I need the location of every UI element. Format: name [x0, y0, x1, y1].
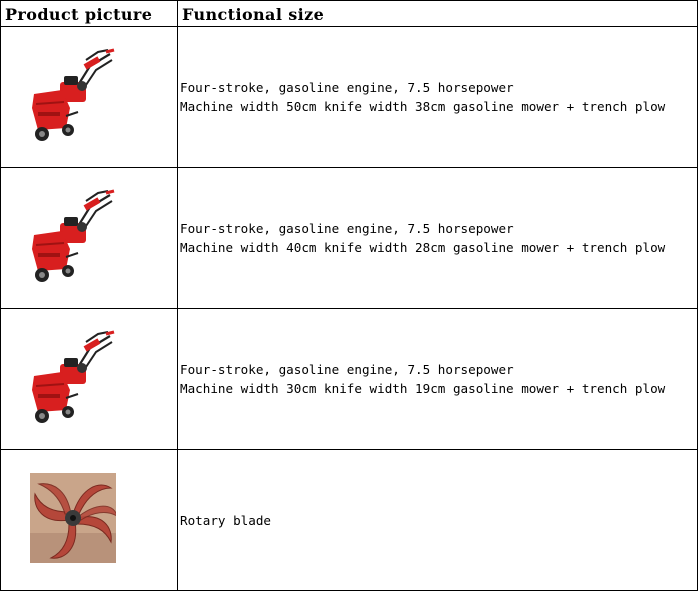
functional-size-cell — [178, 309, 698, 450]
product-picture-cell — [1, 309, 178, 450]
spec-line-dimensions: Machine width 50cm knife width 38cm gasoline mower + trench plow — [180, 99, 666, 114]
spec-line-description: Rotary blade — [180, 512, 271, 528]
table-row — [1, 27, 698, 168]
product-picture-cell — [1, 450, 178, 591]
tiller-mower-image — [26, 46, 118, 144]
table-row — [1, 450, 698, 591]
functional-size-cell — [178, 27, 698, 168]
header-product-picture: Product picture — [1, 1, 178, 27]
spec-line-engine: Four-stroke, gasoline engine, 7.5 horsepower — [180, 80, 514, 95]
spec-line-engine: Four-stroke, gasoline engine, 7.5 horsepower — [180, 362, 514, 377]
spec-line-engine: Four-stroke, gasoline engine, 7.5 horsepower — [180, 221, 514, 236]
tiller-mower-image — [26, 328, 118, 426]
product-picture-cell — [1, 168, 178, 309]
tiller-mower-image — [26, 187, 118, 285]
table-row — [1, 309, 698, 450]
functional-size-cell — [178, 450, 698, 591]
product-picture-cell — [1, 27, 178, 168]
functional-size-cell — [178, 168, 698, 309]
spec-line-dimensions: Machine width 30cm knife width 19cm gasoline mower + trench plow — [180, 381, 666, 396]
rotary-blade-image — [30, 473, 116, 563]
table-row — [1, 168, 698, 309]
header-functional-size: Functional size — [178, 1, 698, 27]
table-header-row — [1, 1, 698, 27]
spec-line-dimensions: Machine width 40cm knife width 28cm gasoline mower + trench plow — [180, 240, 666, 255]
